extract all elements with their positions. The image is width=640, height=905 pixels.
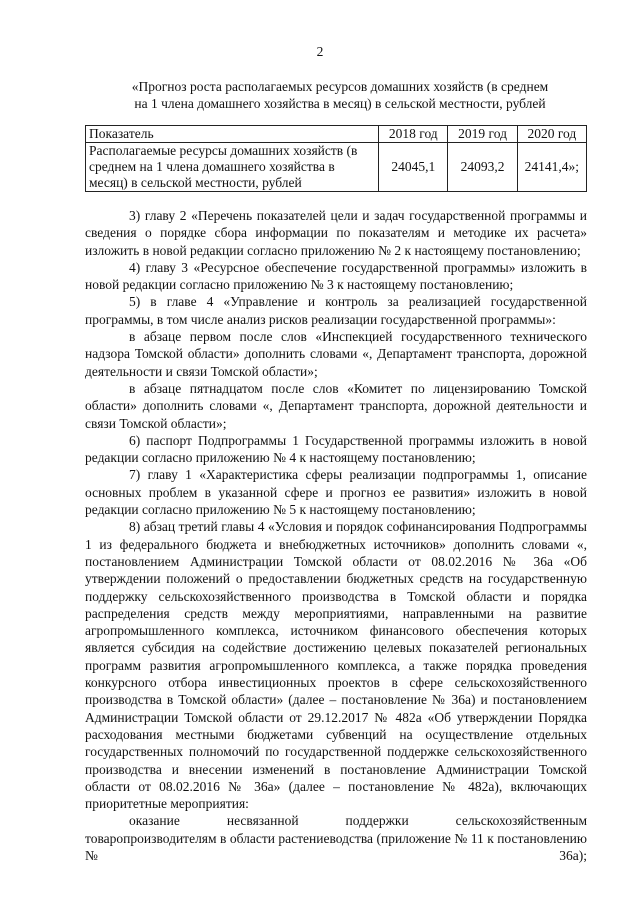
document-body — [85, 207, 587, 864]
page-number: 2 — [316, 44, 324, 59]
header-indicator: Показатель — [86, 126, 379, 143]
paragraph-subitem-15: в абзаце пятнадцатом после слов «Комитет по лицензированию Томской области» дополнить словами «, Департамент транспорта, дорожной деятельности и связи Томской области»; — [85, 380, 587, 431]
paragraph-subitem-1: в абзаце первом после слов «Инспекцией государственного технического надзора Томской области» дополнить словами «, Департамент транспорта, дорожной деятельности и связи Томской области»; — [85, 329, 587, 379]
paragraph-item-7: 7) главу 1 «Характеристика сферы реализации подпрограммы 1, описание основных проблем в указанной сфере и прогноз ее развития» изложить в новой редакции согласно приложению № 5 к настоящему постановлению; — [85, 467, 587, 518]
table-row — [86, 143, 587, 192]
paragraph-item-5: 5) в главе 4 «Управление и контроль за реализацией государственной программы, в том числе анализ рисков реализации государственной программы»: — [85, 294, 587, 327]
cell-2020: 24141,4»; — [517, 143, 586, 192]
title-line-2: на 1 члена домашнего хозяйства в месяц) в сельской местности, рублей — [134, 96, 546, 111]
paragraph-item-3: 3) главу 2 «Перечень показателей цели и задач государственной программы и сведения о порядке сбора информации по показателям и методике их расчета» изложить в новой редакции согласно приложению № 2 к настоящему постановлению; — [85, 208, 587, 258]
table-header-row — [86, 126, 587, 143]
forecast-title — [100, 78, 580, 112]
cell-2018: 24045,1 — [379, 143, 448, 192]
forecast-table — [85, 125, 587, 192]
header-2020: 2020 год — [517, 126, 586, 143]
paragraph-item-8: 8) абзац третий главы 4 «Условия и порядок софинансирования Подпрограммы 1 из федерального бюджета и внебюджетных источников» дополнить словами «, постановлением Администрации Томской области от 08.02.2016 № 36а «Об утверждении положений о предоставлении бюджетных средств на государственную поддержку сельскохозяйственного производства в Томской области и порядка распределения средств между мероприятиями, направленными на развитие агропромышленного комплекса, источником финансового обеспечения которых является субсидия на содействие достижению целевых показателей региональных программ развития агропромышленного комплекса, а также порядка проведения конкурсного отбора инвестиционных проектов в сфере сельскохозяйственного производства в Томской области» (далее – постановление № 36а) и постановлением Администрации Томской области от 29.12.2017 № 482а «Об утверждении Порядка расходования местными бюджетами субвенций на осуществление отдельных государственных полномочий по государственной поддержке сельскохозяйственного производства и внесении изменений в постановление Администрации Томской области от 08.02.2016 № 36а» (далее – постановление № 482а), включающих приоритетные мероприятия: — [85, 519, 587, 812]
paragraph-item-6: 6) паспорт Подпрограммы 1 Государственной программы изложить в новой редакции согласно приложению № 4 к настоящему постановлению; — [85, 432, 587, 466]
paragraph-priority-measure: оказание несвязанной поддержки сельскохозяйственным товаропроизводителям в области растениеводства (приложение № 11 к постановлению № 36а); — [85, 813, 587, 863]
header-2018: 2018 год — [379, 126, 448, 143]
cell-2019: 24093,2 — [448, 143, 517, 192]
title-line-1: «Прогноз роста располагаемых ресурсов домашних хозяйств (в среднем — [131, 79, 549, 94]
paragraph-item-4: 4) главу 3 «Ресурсное обеспечение государственной программы» изложить в новой редакции согласно приложению № 3 к настоящему постановлению; — [85, 259, 587, 293]
header-2019: 2019 год — [448, 126, 517, 143]
cell-indicator: Располагаемые ресурсы домашних хозяйств (в среднем на 1 члена домашнего хозяйства в месяц) в сельской местности, рублей — [86, 143, 379, 192]
